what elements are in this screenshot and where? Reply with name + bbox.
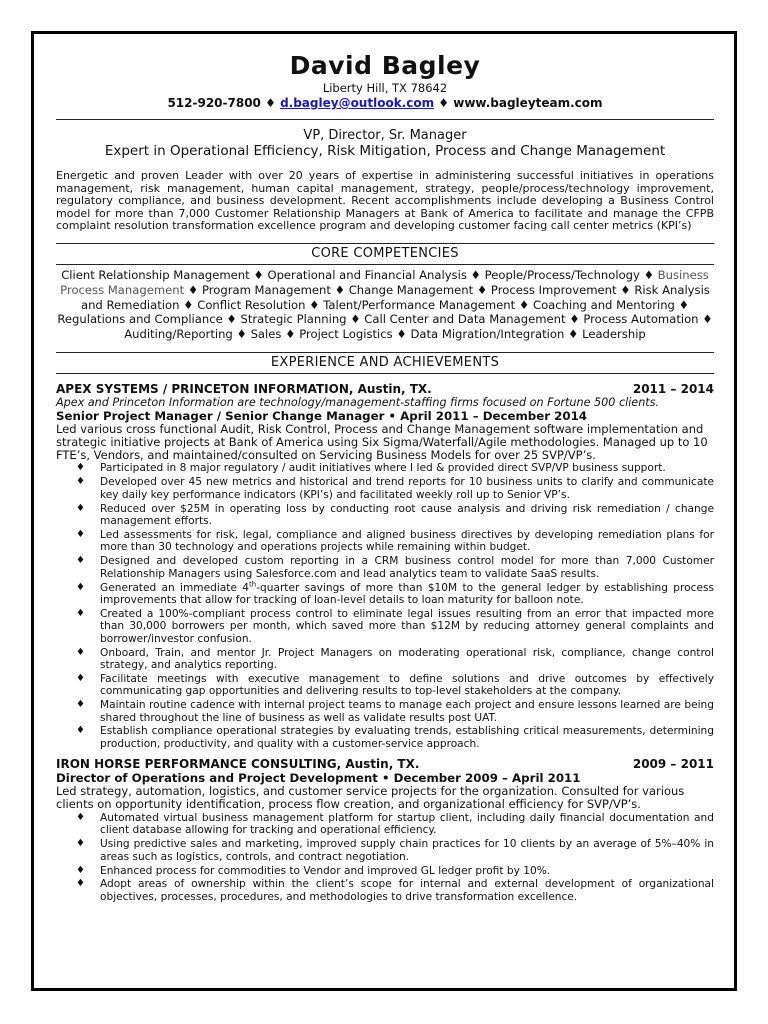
competency-item: Operational and Financial Analysis: [267, 267, 467, 282]
separator-diamond: ♦: [305, 297, 324, 312]
achievement-item: ♦ Facilitate meetings with executive management to define solutions and drive outcomes by effectively communicating gap opportunities and delivering results to top-level stakeholders at the company.: [76, 672, 714, 698]
candidate-name: David Bagley: [289, 51, 481, 80]
competencies-list: [56, 268, 714, 342]
achievement-item: ♦ Automated virtual business management platform for startup client, including daily financial documentation and client database allowing for tracking and operational efficiency.: [76, 811, 714, 837]
bullet-diamond-icon: ♦: [76, 699, 85, 711]
bullet-diamond-icon: ♦: [76, 581, 85, 593]
achievement-item: ♦ Enhanced process for commodities to Vendor and improved GL ledger profit by 10%.: [76, 864, 551, 877]
separator-diamond: ♦: [565, 312, 584, 327]
job-entry: [56, 757, 714, 903]
job-years: 2011 – 2014: [632, 381, 714, 396]
competency-item: Process Automation: [583, 312, 699, 327]
bullet-diamond-icon: ♦: [76, 646, 85, 658]
achievement-item: ♦ Developed over 45 new metrics and historical and trend reports for 10 business units to clarify and communicate key daily key performance indicators (KPI’s) and facilitated weekly roll up to Senior VP’s.: [76, 476, 714, 501]
competency-item: Program Management: [201, 282, 331, 297]
separator-diamond: ♦: [281, 327, 300, 342]
address: Liberty Hill, TX 78642: [322, 81, 448, 95]
job-summary: Led strategy, automation, logistics, and customer service projects for the organization. Consulted for various clients on opportunity identification, process flow creation, and organizational efficiency for SVP/VP’s.: [56, 784, 685, 812]
achievement-item: ♦ Onboard, Train, and mentor Jr. Project Managers on moderating operational risk, compliance, change control strategy, and analytics reporting.: [76, 646, 714, 671]
company-description: Apex and Princeton Information are technology/management-staffing firms focused on Fortune 500 clients.: [56, 395, 660, 409]
competency-item: Leadership: [582, 327, 646, 342]
contact-line: [56, 95, 714, 111]
achievement-item: ♦ Generated an immediate 4th-quarter savings of more than $10M to the general ledger by establishing process improvements that allow for tracking of loan-level details to loan maturity for balloon note.: [76, 579, 714, 606]
separator-diamond: ♦: [265, 96, 276, 110]
resume-content: [56, 34, 714, 988]
separator-diamond: ♦: [616, 282, 635, 297]
job-header: [56, 757, 714, 771]
competency-item: People/Process/Technology: [484, 267, 640, 282]
competency-item: Process Improvement: [490, 282, 617, 297]
website: www.bagleyteam.com: [453, 96, 603, 110]
separator-diamond: ♦: [564, 327, 583, 342]
separator-diamond: ♦: [179, 297, 198, 312]
job-company: IRON HORSE PERFORMANCE CONSULTING, Austin, TX.: [56, 757, 420, 772]
bullet-diamond-icon: ♦: [76, 878, 85, 890]
job-summary: Led various cross functional Audit, Risk Control, Process and Change Management software implementation and strategic initiative projects at Bank of America using Six Sigma/Waterfall/Agile methodologies. Managed up to 10 FTE’s, Vendors, and maintained/consulted on Servicing Business Models for over 25 SVP/VP’s.: [56, 421, 708, 462]
competency-item: Strategic Planning: [240, 312, 347, 327]
achievement-list: [56, 812, 714, 903]
bullet-diamond-icon: ♦: [76, 838, 85, 850]
competency-item: Sales: [250, 327, 282, 342]
separator-diamond: ♦: [249, 267, 268, 282]
separator-diamond: ♦: [515, 297, 533, 312]
headline-expertise: Expert in Operational Efficiency, Risk Mitigation, Process and Change Management: [104, 143, 666, 159]
competency-item: Risk Analysis and Remediation: [80, 282, 710, 312]
bullet-diamond-icon: ♦: [76, 607, 85, 619]
bullet-diamond-icon: ♦: [76, 864, 85, 876]
separator-diamond: ♦: [184, 282, 202, 297]
achievement-item: ♦ Maintain routine cadence with internal project teams to manage each project and ensure lessons learned are being shared throughout the line of business as well as validate results post UAT.: [76, 699, 714, 724]
separator-diamond: ♦: [674, 297, 690, 312]
achievement-item: ♦ Establish compliance operational strategies by evaluating trends, establishing critical measurements, determining production, productivity, and quality with a customer-service approach.: [76, 725, 714, 750]
achievement-item: ♦ Designed and developed custom reporting in a CRM business control model for more than 7,000 Customer Relationship Managers using Salesforce.com and lead analytics team to validate SaaS results.: [76, 555, 714, 580]
headline-roles: VP, Director, Sr. Manager: [303, 128, 467, 143]
achievement-item: ♦ Adopt areas of ownership within the client’s scope for internal and external development of organizational objectives, processes, procedures, and methodologies to drive transformation excellence.: [76, 878, 714, 903]
competency-item: Change Management: [348, 282, 474, 297]
professional-summary: Energetic and proven Leader with over 20 years of expertise in administering successful initiatives in operations management, risk management, human capital management, strategy, people/process/technology improvement, regulatory compliance, and business development. Recent accomplishments include developing a Business Control model for more than 7,000 Customer Relationship Managers at Bank of America to facilitate and manage the CFPB complaint resolution transformation excellence program and developing customer facing call center metrics (KPI’s): [56, 169, 714, 233]
achievement-item: ♦ Using predictive sales and marketing, improved supply chain practices for 10 clients by an average of 5%–40% in areas such as logistics, controls, and contract negotiation.: [76, 838, 714, 863]
separator-diamond: ♦: [346, 312, 365, 327]
separator-diamond: ♦: [438, 96, 450, 110]
section-title-competencies: CORE COMPETENCIES: [56, 243, 714, 265]
competency-item: Coaching and Mentoring: [532, 297, 675, 312]
achievement-item: ♦ Led assessments for risk, legal, compliance and aligned business directives by developing remediation plans for more than 30 technology and operations projects while remaining within budget.: [76, 528, 714, 554]
bullet-diamond-icon: ♦: [76, 672, 85, 684]
resume-border: [31, 31, 737, 991]
competency-item: Data Migration/Integration: [410, 327, 565, 342]
competency-item: Talent/Performance Management: [323, 297, 516, 312]
bullet-diamond-icon: ♦: [76, 811, 85, 823]
job-company: APEX SYSTEMS / PRINCETON INFORMATION, Austin, TX.: [56, 381, 432, 396]
bullet-diamond-icon: ♦: [76, 725, 85, 737]
competency-item: Auditing/Reporting: [124, 327, 233, 342]
competency-item: Business Process Management: [60, 267, 709, 297]
separator-diamond: ♦: [330, 282, 349, 297]
achievement-item: ♦ Reduced over $25M in operating loss by conducting root cause analysis and driving risk remediation / change management efforts.: [76, 502, 714, 527]
job-title: Director of Operations and Project Development • December 2009 – April 2011: [56, 771, 581, 786]
separator-diamond: ♦: [466, 267, 485, 282]
separator-diamond: ♦: [222, 312, 241, 327]
achievement-item: ♦ Created a 100%-compliant process control to eliminate legal issues resulting from an error that impacted more than 30,000 borrowers per month, which saved more than $12M by reducing attorney general complaints and borrower/investor confusion.: [76, 607, 714, 645]
bullet-diamond-icon: ♦: [76, 528, 85, 540]
separator-diamond: ♦: [639, 267, 658, 282]
competency-item: Client Relationship Management: [61, 267, 250, 282]
header-divider: [56, 119, 714, 120]
bullet-diamond-icon: ♦: [76, 462, 85, 474]
job-title: Senior Project Manager / Senior Change Manager • April 2011 – December 2014: [56, 408, 587, 423]
email-link[interactable]: d.bagley@outlook.com: [280, 96, 435, 110]
job-entry: [56, 382, 714, 750]
phone: 512-920-7800: [167, 96, 261, 110]
separator-diamond: ♦: [232, 327, 251, 342]
job-header: [56, 382, 714, 396]
bullet-diamond-icon: ♦: [76, 555, 85, 567]
competency-item: Call Center and Data Management: [364, 312, 566, 327]
separator-diamond: ♦: [698, 312, 713, 327]
separator-diamond: ♦: [473, 282, 491, 297]
competency-item: Project Logistics: [299, 327, 393, 342]
competency-item: Conflict Resolution: [197, 297, 306, 312]
bullet-diamond-icon: ♦: [76, 502, 85, 514]
separator-diamond: ♦: [392, 327, 411, 342]
achievement-list: [56, 462, 714, 750]
section-title-experience: EXPERIENCE AND ACHIEVEMENTS: [56, 352, 714, 374]
achievement-item: ♦ Participated in 8 major regulatory / audit initiatives where I led & provided direct SVP/VP business support.: [76, 462, 666, 475]
job-years: 2009 – 2011: [632, 757, 714, 772]
competency-item: Regulations and Compliance: [57, 312, 223, 327]
bullet-diamond-icon: ♦: [76, 476, 85, 488]
